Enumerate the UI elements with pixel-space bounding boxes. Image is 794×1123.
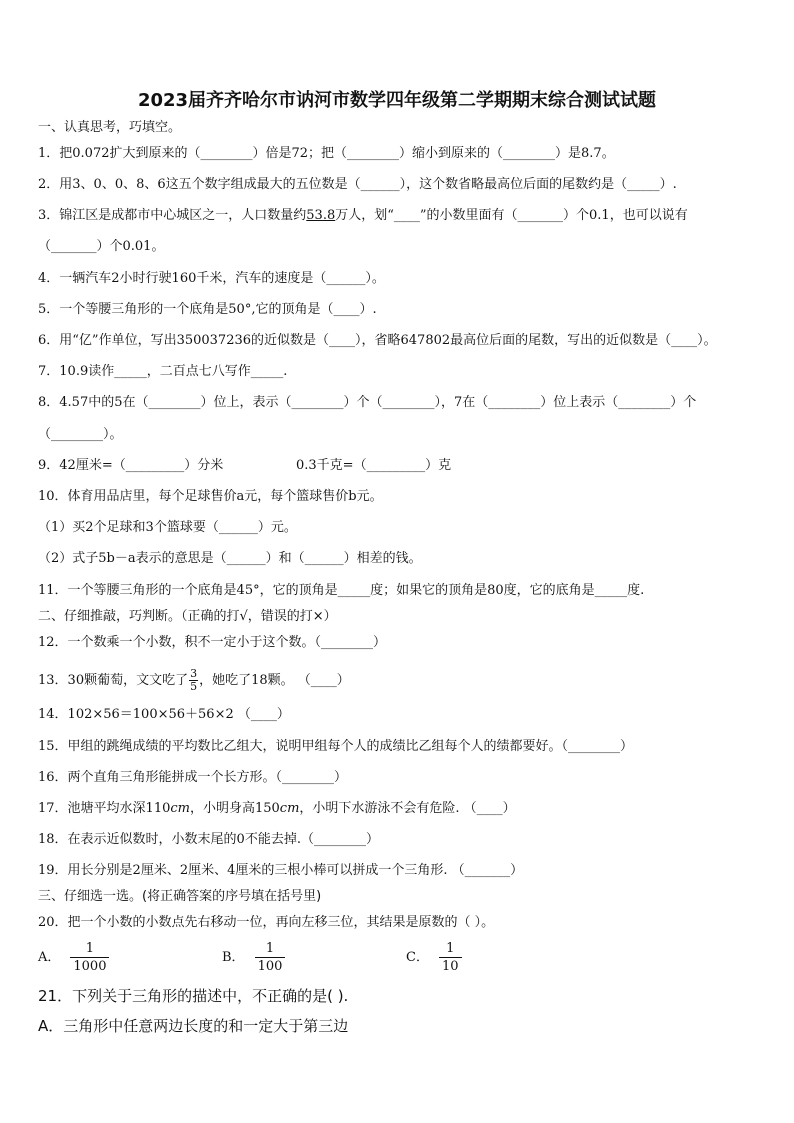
option-a-denominator: 1000	[73, 959, 107, 974]
question-17-text-2: ，小明身高150	[189, 801, 280, 816]
option-a-numerator: 1	[70, 940, 109, 958]
question-17-text: 17．池塘平均水深110	[38, 801, 171, 816]
question-17	[38, 800, 516, 818]
question-8-line-2: （________）。	[38, 427, 123, 442]
question-16: 16．两个直角三角形能拼成一个长方形。（________）	[38, 770, 348, 785]
question-18: 18．在表示近似数时，小数末尾的0不能去掉.（________）	[38, 832, 379, 847]
option-b-label: B．	[222, 950, 245, 965]
section-2-heading: 二、仔细推敲，巧判断。（正确的打√，错误的打×）	[38, 609, 337, 624]
question-5: 5．一个等腰三角形的一个底角是50°,它的顶角是（____）.	[38, 302, 377, 317]
question-9-part-a: 9．42厘米=（_________）分米	[38, 458, 224, 473]
question-7: 7．10.9读作_____，二百点七八写作_____.	[38, 364, 288, 379]
option-c-numerator: 1	[439, 940, 462, 958]
option-b-denominator: 100	[257, 959, 283, 974]
unit-cm: cm	[170, 801, 190, 816]
page-title: 2023届齐齐哈尔市讷河市数学四年级第二学期期末综合测试试题	[137, 90, 657, 111]
option-b-numerator: 1	[255, 940, 286, 958]
option-b	[222, 940, 285, 975]
question-19: 19．用长分别是2厘米、2厘米、4厘米的三根小棒可以拼成一个三角形. （_______）	[38, 863, 524, 878]
question-17-text-3: ，小明下水游泳不会有危险. （____）	[299, 801, 516, 816]
question-4: 4．一辆汽车2小时行驶160千米，汽车的速度是（______）。	[38, 271, 385, 286]
question-14: 14．102×56＝100×56＋56×2 （____）	[38, 707, 290, 722]
option-b-fraction	[255, 940, 286, 975]
question-3-underlined-number: 53.8	[306, 208, 336, 223]
question-21: 21．下列关于三角形的描述中，不正确的是( ).	[38, 987, 349, 1005]
fraction-denominator: 5	[190, 680, 198, 693]
option-c-label: C．	[406, 950, 429, 965]
question-6: 6．用“亿”作单位，写出350037236的近似数是（____），省略647802最高位后面的尾数，写出的近似数是（____）。	[38, 333, 717, 348]
question-12: 12．一个数乘一个小数，积不一定小于这个数。（________）	[38, 635, 387, 650]
question-13-text: 13．30颗葡萄，文文吃了	[38, 673, 189, 688]
question-1: 1．把0.072扩大到原来的（________）倍是72；把（________）缩小到原来的（________）是8.7。	[38, 146, 615, 161]
question-2: 2．用3、0、0、8、6这五个数字组成最大的五位数是（______），这个数省略最高位后面的尾数约是（_____）.	[38, 177, 677, 192]
question-10-1: （1）买2个足球和3个篮球要（______）元。	[38, 520, 297, 535]
question-3-text: 3．锦江区是成都市中心城区之一，人口数量约	[38, 208, 307, 223]
option-a-fraction	[70, 940, 109, 975]
question-8: 8．4.57中的5在（________）位上，表示（________）个（________），7在（________）位上表示（________）个	[38, 395, 697, 410]
unit-cm-2: cm	[279, 801, 300, 816]
fraction-3-5	[189, 668, 198, 693]
question-13	[38, 668, 350, 693]
question-3-text-cont: 万人，划“____”的小数里面有（_______）个0.1，也可以说有	[335, 208, 688, 223]
question-15: 15．甲组的跳绳成绩的平均数比乙组大，说明甲组每个人的成绩比乙组每个人的绩都要好。（________）	[38, 739, 634, 754]
fraction-numerator: 3	[190, 667, 198, 680]
question-20: 20．把一个小数的小数点先右移动一位，再向左移三位，其结果是原数的（ ）。	[38, 915, 495, 930]
question-10-2: （2）式子5b－a表示的意思是（______）和（______）相差的钱。	[38, 551, 422, 566]
question-3	[38, 207, 688, 225]
section-1-heading: 一、认真思考，巧填空。	[38, 120, 182, 135]
option-a-label: A．	[38, 950, 61, 965]
option-a	[38, 940, 109, 975]
option-c-denominator: 10	[441, 959, 459, 974]
question-10: 10．体育用品店里，每个足球售价a元，每个篮球售价b元。	[38, 489, 383, 504]
question-3-line-2: （_______）个0.01。	[38, 239, 165, 254]
question-13-text-cont: ，她吃了18颗。 （____）	[199, 673, 350, 688]
option-c	[406, 940, 462, 975]
question-11: 11．一个等腰三角形的一个底角是45°，它的顶角是_____度；如果它的顶角是80度，它的底角是_____度.	[38, 583, 645, 598]
question-9-part-b: 0.3千克=（_________）克	[296, 458, 452, 473]
question-21-option-a: A．三角形中任意两边长度的和一定大于第三边	[38, 1017, 349, 1035]
section-3-heading: 三、仔细选一选。(将正确答案的序号填在括号里)	[38, 889, 322, 904]
option-c-fraction	[439, 940, 462, 975]
